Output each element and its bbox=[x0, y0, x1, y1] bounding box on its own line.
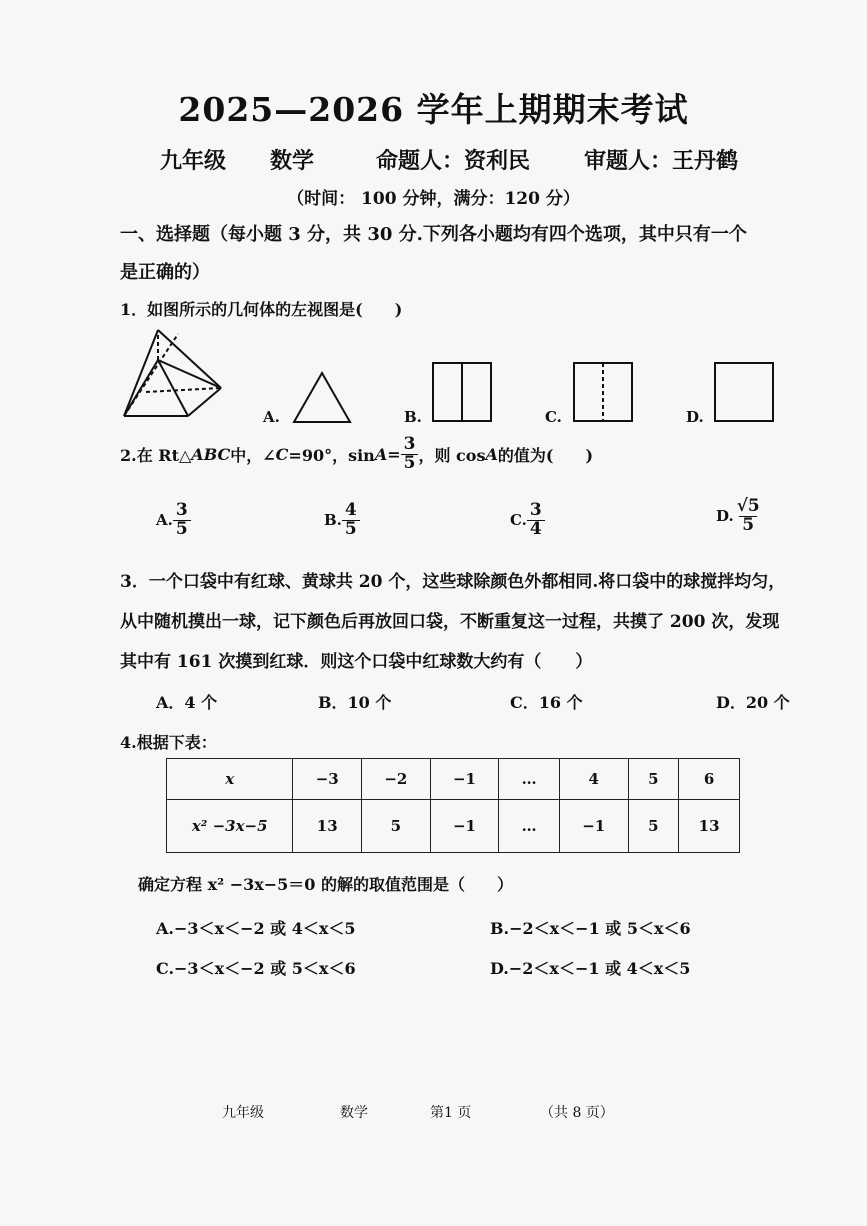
q2-stem-part-i: 的值为( ) bbox=[497, 445, 594, 465]
q2-stem-eq: = bbox=[387, 444, 401, 464]
q1-option-c-label: C. bbox=[545, 408, 562, 426]
author-label: 命题人：资利民 bbox=[376, 148, 531, 174]
section-heading-line2: 是正确的） bbox=[120, 262, 210, 283]
reviewer-label: 审题人：王丹鹤 bbox=[584, 148, 739, 174]
q2-stem-c: C bbox=[275, 444, 289, 464]
grade-label: 九年级 bbox=[160, 148, 227, 174]
q2-option-a-den: 5 bbox=[173, 520, 191, 539]
table-cell: … bbox=[499, 759, 560, 800]
q2-stem-part-d: =90°，sin bbox=[288, 445, 375, 465]
q1-option-a-triangle bbox=[290, 370, 354, 426]
q2-option-b-num: 4 bbox=[344, 500, 357, 520]
q2-option-a-fraction bbox=[173, 502, 191, 539]
table-cell: 4 bbox=[559, 759, 628, 800]
q2-option-b-den: 5 bbox=[342, 520, 360, 539]
section-heading-line1: 一、选择题（每小题 3 分，共 30 分.下列各小题均有四个选项，其中只有一个 bbox=[120, 224, 747, 245]
q4-option-b: B.−2＜x＜−1 或 5＜x＜6 bbox=[490, 919, 691, 938]
q2-stem-part-b: 中，∠ bbox=[230, 445, 276, 465]
q2-option-c bbox=[510, 502, 545, 539]
q2-option-a-label: A. bbox=[156, 511, 173, 530]
q3-stem bbox=[120, 562, 785, 682]
q2-option-c-den: 4 bbox=[527, 520, 545, 539]
q3-option-a: A．4 个 bbox=[156, 693, 218, 712]
q3-line1: 3．一个口袋中有红球、黄球共 20 个，这些球除颜色外都相同.将口袋中的球搅拌均匀， bbox=[120, 572, 786, 592]
q3-line2: 从中随机摸出一球，记下颜色后再放回口袋，不断重复这一过程，共摸了 200 次，发现 bbox=[120, 612, 780, 632]
q2-option-b-label: B. bbox=[324, 511, 342, 530]
table-cell: 5 bbox=[362, 800, 431, 853]
table-cell-text: x² −3x−5 bbox=[191, 817, 268, 835]
table-cell: −1 bbox=[430, 800, 499, 853]
q2-stem-a-var2: A bbox=[485, 444, 498, 464]
q1-option-d-label: D. bbox=[686, 408, 704, 426]
table-cell: … bbox=[499, 800, 560, 853]
q4-option-d: D.−2＜x＜−1 或 4＜x＜5 bbox=[490, 959, 691, 978]
q1-option-b-rect bbox=[430, 360, 496, 426]
table-cell: 5 bbox=[628, 759, 679, 800]
table-cell: −1 bbox=[430, 759, 499, 800]
q2-option-d-label: D. bbox=[716, 507, 734, 526]
q2-option-a-num: 3 bbox=[175, 500, 188, 520]
time-info: （时间： 100 分钟，满分：120 分） bbox=[287, 189, 580, 209]
q2-stem-fraction-den: 5 bbox=[401, 454, 419, 473]
table-cell: 5 bbox=[628, 800, 679, 853]
q2-stem bbox=[120, 436, 593, 473]
q4-question: 确定方程 x² −3x−5＝0 的解的取值范围是（ ） bbox=[138, 875, 514, 894]
subject-label: 数学 bbox=[270, 148, 315, 174]
q2-stem-fraction-num: 3 bbox=[403, 434, 416, 454]
q2-stem-fraction bbox=[401, 436, 419, 473]
q1-option-a-label: A. bbox=[263, 408, 280, 426]
q2-option-d-den: 5 bbox=[739, 516, 757, 535]
footer-subject: 数学 bbox=[340, 1105, 368, 1121]
q2-stem-part-g: ，则 cos bbox=[418, 445, 486, 465]
table-row bbox=[167, 759, 740, 800]
table-cell: −2 bbox=[362, 759, 431, 800]
table-row bbox=[167, 800, 740, 853]
q1-option-b-label: B. bbox=[404, 408, 422, 426]
q2-option-d-num: √5 bbox=[736, 496, 760, 516]
q2-option-c-fraction bbox=[527, 502, 545, 539]
q2-option-d bbox=[716, 498, 763, 535]
q2-option-a bbox=[156, 502, 191, 539]
footer-total: （共 8 页） bbox=[540, 1105, 614, 1121]
q2-stem-a-var: A bbox=[374, 444, 388, 464]
table-cell: −1 bbox=[559, 800, 628, 853]
q2-option-b bbox=[324, 502, 360, 539]
section-heading bbox=[120, 216, 800, 292]
q4-value-table bbox=[166, 758, 740, 853]
table-cell: 13 bbox=[293, 800, 362, 853]
q2-stem-abc: ABC bbox=[191, 444, 231, 464]
exam-title: 2025—2026 学年上期期末考试 bbox=[178, 90, 689, 129]
table-cell: 6 bbox=[679, 759, 740, 800]
q1-option-c-rect bbox=[571, 360, 637, 426]
footer-page: 第1 页 bbox=[430, 1105, 472, 1121]
table-cell bbox=[167, 759, 293, 800]
q4-stem: 4.根据下表： bbox=[120, 733, 217, 752]
q4-option-a: A.−3＜x＜−2 或 4＜x＜5 bbox=[156, 919, 356, 938]
q2-option-d-fraction bbox=[734, 498, 763, 535]
table-cell: 13 bbox=[679, 800, 740, 853]
table-cell bbox=[167, 800, 293, 853]
q3-option-d: D．20 个 bbox=[716, 693, 790, 712]
q3-option-b: B．10 个 bbox=[318, 693, 392, 712]
footer-grade: 九年级 bbox=[222, 1105, 264, 1121]
q2-stem-part-a: 2.在 Rt△ bbox=[120, 445, 192, 465]
q4-option-c: C.−3＜x＜−2 或 5＜x＜6 bbox=[156, 959, 356, 978]
table-cell: −3 bbox=[293, 759, 362, 800]
q3-option-c: C．16 个 bbox=[510, 693, 583, 712]
q3-line3: 其中有 161 次摸到红球．则这个口袋中红球数大约有（ ） bbox=[120, 652, 593, 672]
q2-option-c-label: C. bbox=[510, 511, 527, 530]
table-cell-text: x bbox=[225, 770, 235, 788]
q2-option-b-fraction bbox=[342, 502, 360, 539]
q1-solid-figure bbox=[116, 326, 228, 422]
q1-stem: 1．如图所示的几何体的左视图是( ) bbox=[120, 300, 403, 319]
q1-option-d-rect bbox=[712, 360, 778, 426]
q2-option-c-num: 3 bbox=[529, 500, 542, 520]
